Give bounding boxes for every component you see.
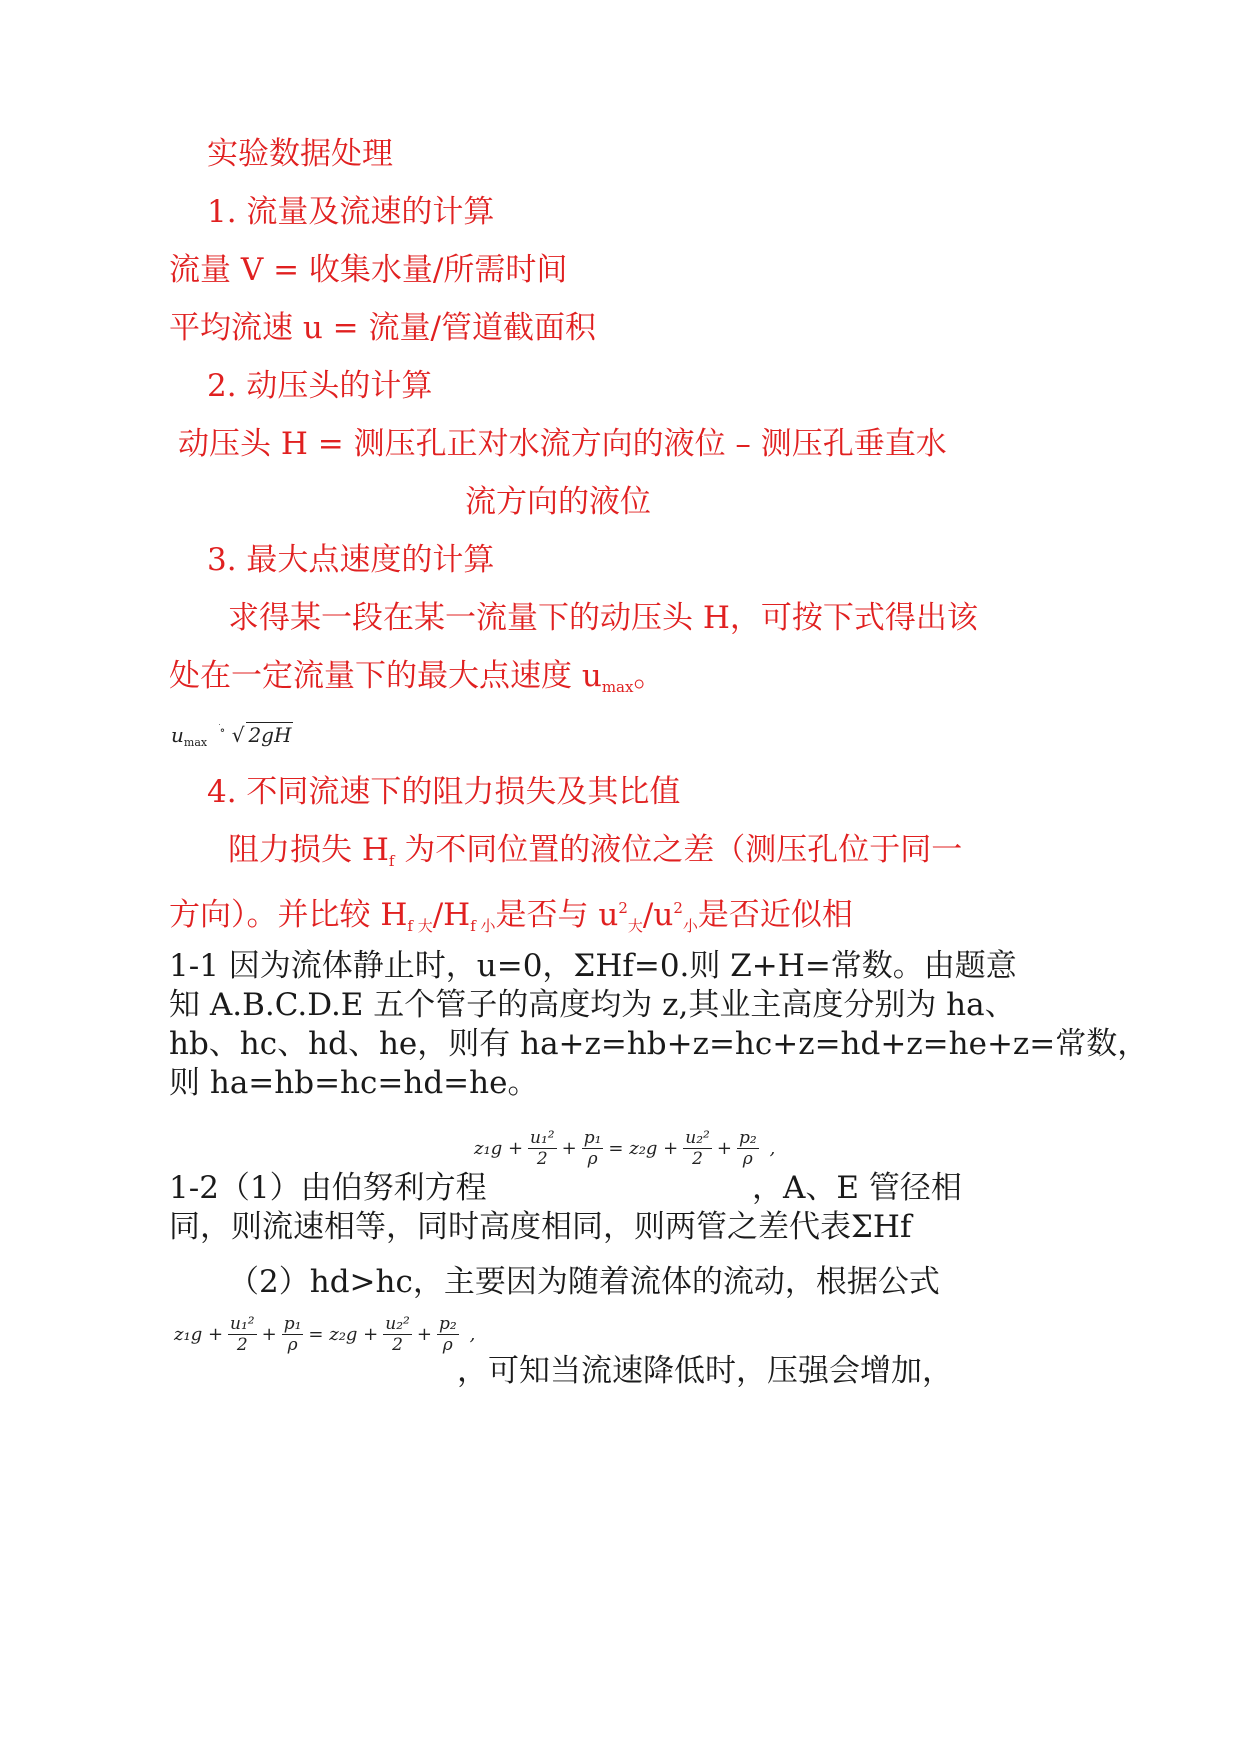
answer-1-1-line-4: 则 ha=hb=hc=hd=he。 xyxy=(169,1065,539,1101)
section-3-paragraph-2: 处在一定流量下的最大点速度 $u_{max}$。 xyxy=(169,658,665,696)
section-3-paragraph-1: 求得某一段在某一流量下的动压头 H，可按下式得出该 xyxy=(228,600,978,636)
section-2-title: 2. 动压头的计算 xyxy=(207,368,433,404)
section-3-title: 3. 最大点速度的计算 xyxy=(207,542,495,578)
answer-1-1-line-1: 1-1 因为流体静止时，u=0，ΣHf=0.则 Z+H=常数。由题意 xyxy=(169,948,1017,984)
answer-1-2-line-1: 1-2（1）由伯努利方程 xyxy=(169,1170,487,1206)
section-4-paragraph-1: 阻力损失 $H_f$ 为不同位置的液位之差（测压孔位于同一 xyxy=(228,832,963,870)
answer-1-2-part-2: （2）hd>hc，主要因为随着流体的流动，根据公式 xyxy=(228,1264,940,1300)
section-4-paragraph-2: 方向）。并比较 $H_{f 大}/H_{f 小}$是否与 $u^2_大/u^2_小$是否近似相 xyxy=(169,897,853,935)
flow-formula-text: 流量 V = 收集水量/所需时间 xyxy=(169,252,568,288)
answer-1-2-line-1-end: ，A、E 管径相 xyxy=(752,1170,962,1206)
umax-formula: $u_{max}$ ׄ∘ √ 2gH xyxy=(171,723,292,749)
answer-1-1-line-3: hb、hc、hd、he，则有 ha+z=hb+z=hc+z=hd+z=he+z=常数， xyxy=(169,1026,1149,1062)
bernoulli-equation-1: z₁g + $\frac{\text{u₁²}}{2}$ + $\frac{\text{p₁}}{\rho}$ = z₂g + $\frac{\text{u₂²}}{2}$ + $\frac{\text{p₂}}{\rho}$ , xyxy=(474,1128,776,1169)
dynamic-head-line-1: 动压头 H = 测压孔正对水流方向的液位 – 测压孔垂直水 xyxy=(178,426,947,462)
velocity-formula-text: 平均流速 u = 流量/管道截面积 xyxy=(169,310,596,346)
section-4-title: 4. 不同流速下的阻力损失及其比值 xyxy=(207,774,681,810)
dynamic-head-line-2: 流方向的液位 xyxy=(465,484,651,520)
bernoulli-equation-2: z₁g + $\frac{\text{u₁²}}{2}$ + $\frac{\text{p₁}}{\rho}$ = z₂g + $\frac{\text{u₂²}}{2}$ + $\frac{\text{p₂}}{\rho}$ , xyxy=(174,1314,476,1355)
section-1-title: 1. 流量及流速的计算 xyxy=(207,194,495,230)
answer-1-2-part-2-continued: ，可知当流速降低时，压强会增加， xyxy=(457,1353,953,1389)
answer-1-2-line-2: 同，则流速相等，同时高度相同，则两管之差代表ΣHf xyxy=(169,1209,912,1245)
answer-1-1-line-2: 知 A.B.C.D.E 五个管子的高度均为 z,其业主高度分别为 ha、 xyxy=(169,987,1016,1023)
section-heading: 实验数据处理 xyxy=(207,136,393,172)
